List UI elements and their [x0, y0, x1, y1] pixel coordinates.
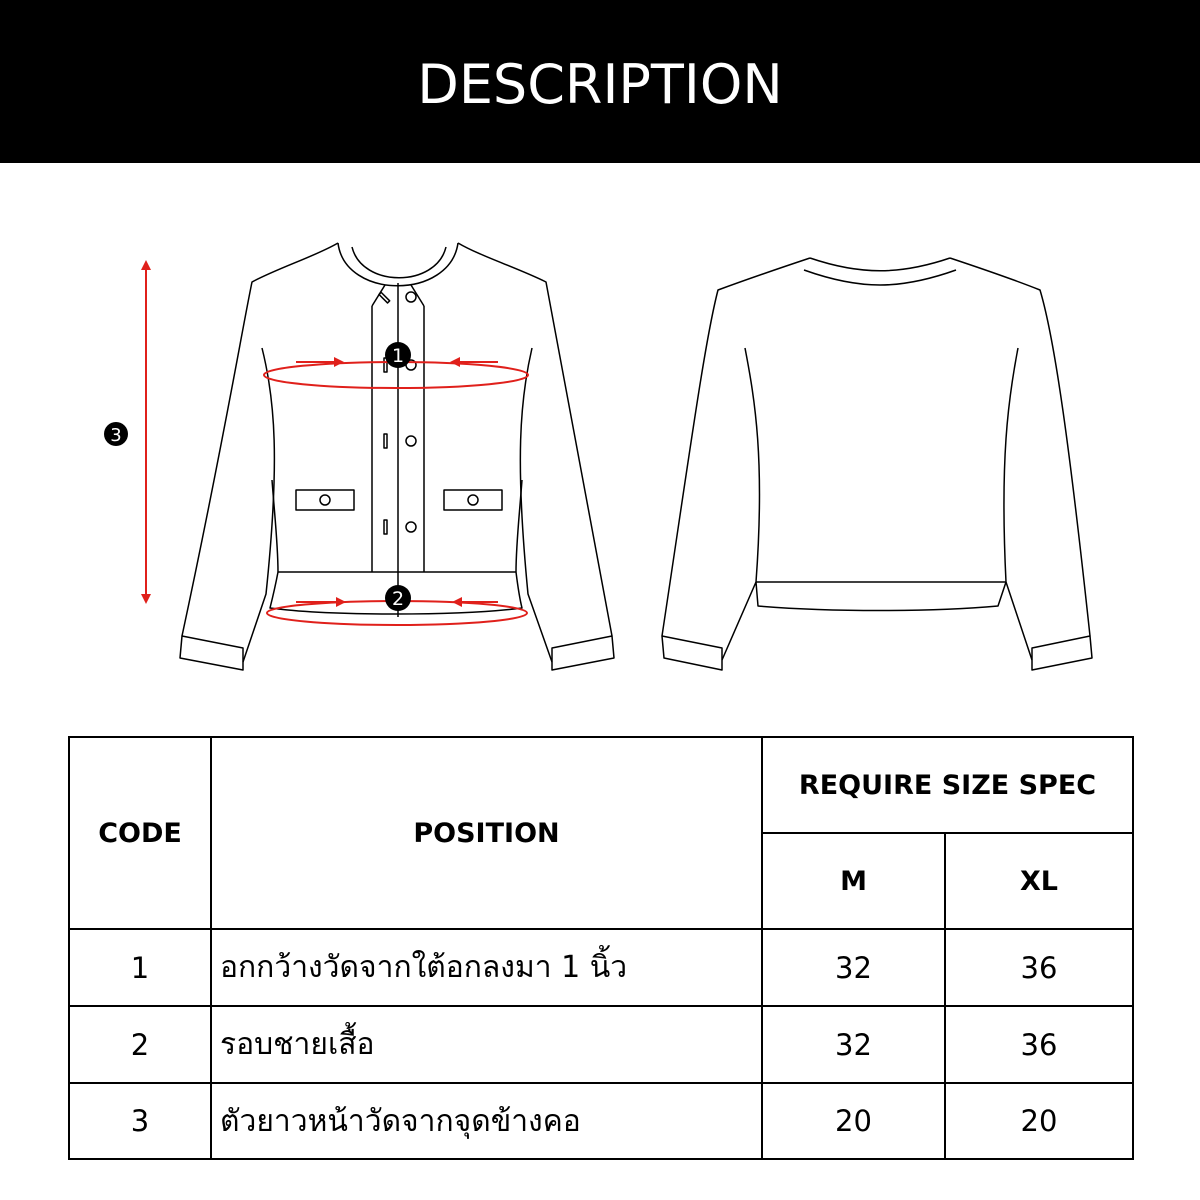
row-size-m: 32	[762, 1006, 945, 1083]
code-header: CODE	[69, 737, 211, 929]
row-code: 2	[69, 1006, 211, 1083]
marker-2-label: 2	[391, 588, 405, 610]
marker-1	[385, 342, 411, 368]
marker-3	[104, 422, 128, 446]
table-row	[69, 1006, 1133, 1083]
row-position: รอบชายเสื้อ	[211, 1006, 762, 1083]
back-jacket-drawing	[662, 258, 1092, 670]
row-size-m: 20	[762, 1083, 945, 1159]
row-code: 1	[69, 929, 211, 1006]
row-position: อกกว้างวัดจากใต้อกลงมา 1 นิ้ว	[211, 929, 762, 1006]
row-size-xl: 20	[945, 1083, 1133, 1159]
header-bar	[0, 0, 1200, 163]
size-spec-table	[68, 736, 1134, 1160]
position-header: POSITION	[211, 737, 762, 929]
row-size-xl: 36	[945, 929, 1133, 1006]
size-header-m: M	[762, 833, 945, 929]
size-header-xl: XL	[945, 833, 1133, 929]
row-size-xl: 36	[945, 1006, 1133, 1083]
marker-3-label: 3	[110, 425, 122, 446]
table-row	[69, 1083, 1133, 1159]
marker-1-label: 1	[391, 345, 405, 367]
row-position: ตัวยาวหน้าวัดจากจุดข้างคอ	[211, 1083, 762, 1159]
row-code: 3	[69, 1083, 211, 1159]
table-row	[69, 929, 1133, 1006]
marker-2	[385, 585, 411, 611]
jacket-measurement-diagram	[0, 163, 1200, 723]
require-size-spec-header: REQUIRE SIZE SPEC	[762, 737, 1133, 833]
row-size-m: 32	[762, 929, 945, 1006]
page-title: DESCRIPTION	[417, 53, 783, 116]
